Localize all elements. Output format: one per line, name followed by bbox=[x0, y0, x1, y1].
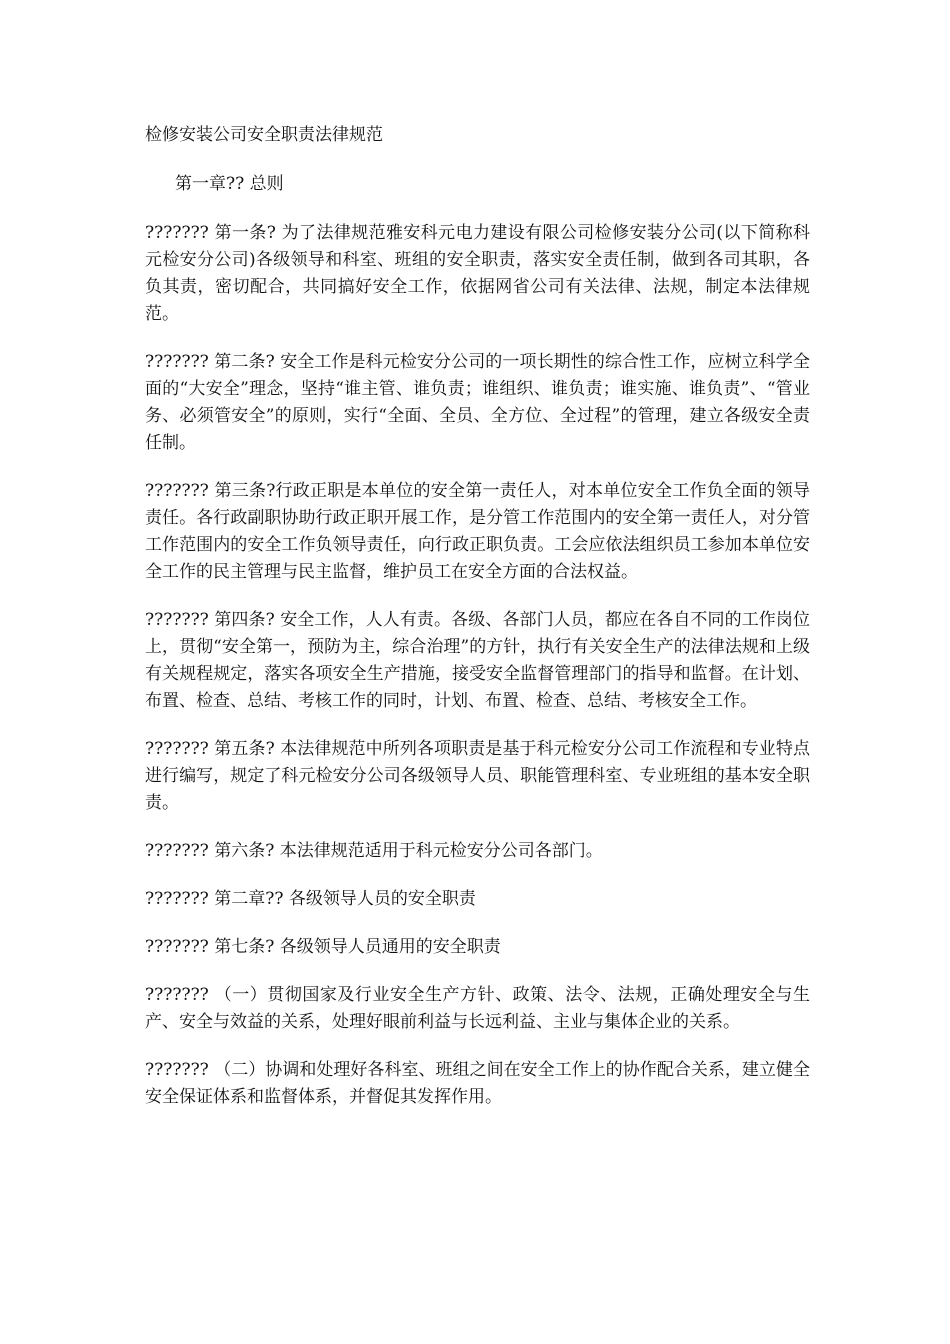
paragraph: ??????? 第四条? 安全工作，人人有责。各级、各部门人员，都应在各自不同的工作岗位上，贯彻“安全第一，预防为主，综合治理”的方针，执行有关安全生产的法律法规和上级有关规程规定，落实各项安全生产措施，接受安全监督管理部门的指导和监督。在计划、布置、检查、总结、考核工作的同时，计划、布置、检查、总结、考核安全工作。 bbox=[145, 610, 810, 711]
paragraph: ??????? 第五条? 本法律规范中所列各项职责是基于科元检安分公司工作流程和专业特点进行编写，规定了科元检安分公司各级领导人员、职能管理科室、专业班组的基本安全职责。 bbox=[145, 739, 810, 813]
document-body bbox=[145, 122, 810, 1132]
paragraph: ??????? （二）协调和处理好各科室、班组之间在安全工作上的协作配合关系，建立健全安全保证体系和监督体系，并督促其发挥作用。 bbox=[145, 1060, 810, 1107]
section-heading: ??????? 第二章?? 各级领导人员的安全职责 bbox=[145, 889, 476, 909]
paragraph: ??????? （一）贯彻国家及行业安全生产方针、政策、法令、法规，正确处理安全与生产、安全与效益的关系，处理好眼前利益与长远利益、主业与集体企业的关系。 bbox=[145, 985, 810, 1032]
paragraph: ??????? 第一条? 为了法律规范雅安科元电力建设有限公司检修安装分公司(以下简称科元检安分公司)各级领导和科室、班组的安全职责，落实安全责任制，做到各司其职，各负其责，密切配合，共同搞好安全工作，依据网省公司有关法律、法规，制定本法律规范。 bbox=[145, 223, 810, 324]
paragraph: ??????? 第六条? 本法律规范适用于科元检安分公司各部门。 bbox=[145, 841, 603, 861]
document-title: 检修安装公司安全职责法律规范 bbox=[145, 125, 383, 145]
article-heading: ??????? 第七条? 各级领导人员通用的安全职责 bbox=[145, 937, 501, 957]
chapter-heading: 第一章?? 总则 bbox=[175, 174, 284, 194]
paragraph: ??????? 第三条?行政正职是本单位的安全第一责任人，对本单位安全工作负全面的领导责任。各行政副职协助行政正职开展工作，是分管工作范围内的安全第一责任人，对分管工作范围内的安全工作负领导责任，向行政正职负责。工会应依法组织员工参加本单位安全工作的民主管理与民主监督，维护员工在安全方面的合法权益。 bbox=[145, 481, 810, 582]
paragraph: ??????? 第二条? 安全工作是科元检安分公司的一项长期性的综合性工作，应树立科学全面的“大安全”理念，坚持“谁主管、谁负责；谁组织、谁负责；谁实施、谁负责”、“管业务、必须管安全”的原则，实行“全面、全员、全方位、全过程”的管理，建立各级安全责任制。 bbox=[145, 352, 810, 453]
